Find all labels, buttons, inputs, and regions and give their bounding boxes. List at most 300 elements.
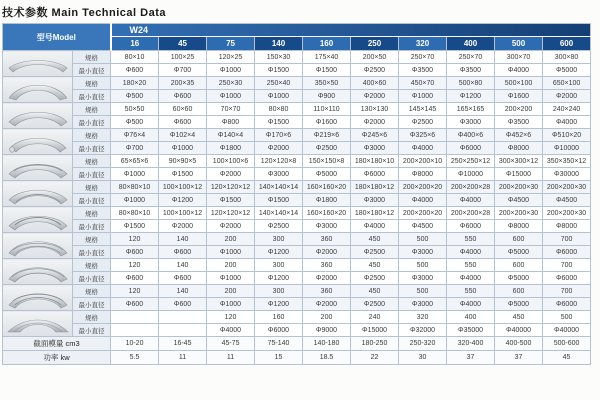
- min-diameter-cell: Φ4500: [543, 194, 591, 207]
- power-label: 功率 kw: [3, 351, 111, 365]
- spec-cell: 140×140×14: [255, 207, 303, 220]
- column-header-250: 250: [351, 37, 399, 51]
- spec-cell: 150×30: [255, 51, 303, 64]
- spec-cell: 100×25: [159, 51, 207, 64]
- min-diameter-cell: Φ1000: [207, 90, 255, 103]
- spec-cell: 100×100×12: [159, 207, 207, 220]
- min-diameter-row: [3, 194, 591, 207]
- profile-icon-cell: [3, 51, 73, 77]
- min-diameter-cell: Φ1000: [111, 194, 159, 207]
- min-diameter-cell: [159, 324, 207, 337]
- min-diameter-cell: Φ1500: [255, 116, 303, 129]
- min-diameter-cell: Φ4000: [351, 220, 399, 233]
- spec-cell: Φ140×4: [207, 129, 255, 142]
- min-diameter-cell: Φ4000: [447, 246, 495, 259]
- min-diameter-label: 最小直径: [73, 90, 111, 103]
- min-diameter-cell: Φ3000: [399, 272, 447, 285]
- spec-cell: 600: [495, 285, 543, 298]
- min-diameter-cell: Φ600: [159, 272, 207, 285]
- min-diameter-cell: Φ600: [159, 90, 207, 103]
- spec-cell: 300: [255, 233, 303, 246]
- min-diameter-cell: Φ500: [111, 116, 159, 129]
- spec-cell: 200×200: [495, 103, 543, 116]
- min-diameter-cell: Φ1000: [207, 298, 255, 311]
- profile-row: [3, 207, 591, 220]
- min-diameter-label: 最小直径: [73, 168, 111, 181]
- min-diameter-cell: Φ1000: [159, 142, 207, 155]
- spec-cell: 200×200×20: [399, 181, 447, 194]
- min-diameter-cell: Φ5000: [303, 168, 351, 181]
- section-modulus-label: 截面模量 cm3: [3, 337, 111, 351]
- min-diameter-cell: Φ10000: [447, 168, 495, 181]
- profile-icon-flat-bar-flat: [6, 53, 70, 75]
- spec-cell: 350×350×12: [543, 155, 591, 168]
- power-cell: 18.5: [303, 351, 351, 365]
- profile-icon-flat-bar-edge: [6, 79, 70, 101]
- spec-cell: 450: [351, 285, 399, 298]
- min-diameter-cell: Φ1000: [255, 90, 303, 103]
- column-header-75: 75: [207, 37, 255, 51]
- spec-cell: 100×100×6: [207, 155, 255, 168]
- spec-cell: 200×35: [159, 77, 207, 90]
- profile-row: [3, 311, 591, 324]
- min-diameter-label: 最小直径: [73, 142, 111, 155]
- min-diameter-cell: Φ3500: [399, 64, 447, 77]
- spec-cell: 160×160×20: [303, 181, 351, 194]
- min-diameter-cell: Φ1500: [207, 194, 255, 207]
- spec-label: 规格: [73, 129, 111, 142]
- spec-cell: 70×70: [207, 103, 255, 116]
- spec-cell: 500×80: [447, 77, 495, 90]
- spec-cell: 50×50: [111, 103, 159, 116]
- spec-cell: 160: [255, 311, 303, 324]
- spec-cell: 200×200×30: [543, 181, 591, 194]
- min-diameter-cell: Φ15000: [495, 168, 543, 181]
- section-modulus-cell: 45-75: [207, 337, 255, 351]
- spec-cell: 120: [111, 285, 159, 298]
- min-diameter-row: [3, 90, 591, 103]
- column-header-400: 400: [447, 37, 495, 51]
- min-diameter-cell: Φ1000: [399, 90, 447, 103]
- spec-cell: 500: [399, 233, 447, 246]
- spec-cell: 450: [351, 259, 399, 272]
- min-diameter-cell: Φ32000: [399, 324, 447, 337]
- min-diameter-cell: Φ600: [111, 64, 159, 77]
- technical-data-table: [2, 23, 591, 365]
- profile-icon-cell: [3, 103, 73, 129]
- section-modulus-cell: 75-140: [255, 337, 303, 351]
- min-diameter-cell: Φ2500: [255, 220, 303, 233]
- profile-icon-i-beam: [6, 287, 70, 309]
- min-diameter-cell: Φ3000: [351, 142, 399, 155]
- spec-cell: 500: [399, 285, 447, 298]
- spec-cell: 145×145: [399, 103, 447, 116]
- min-diameter-cell: Φ2000: [543, 90, 591, 103]
- min-diameter-cell: Φ1000: [207, 246, 255, 259]
- spec-label: 规格: [73, 155, 111, 168]
- spec-cell: 140: [159, 259, 207, 272]
- spec-cell: 320: [399, 311, 447, 324]
- profile-icon-cell: [3, 155, 73, 181]
- spec-cell: Φ76×4: [111, 129, 159, 142]
- profile-icon-channel-legs-out: [6, 261, 70, 283]
- min-diameter-cell: [111, 324, 159, 337]
- min-diameter-cell: Φ1600: [495, 90, 543, 103]
- spec-cell: 200: [207, 233, 255, 246]
- min-diameter-row: [3, 298, 591, 311]
- profile-row: [3, 51, 591, 64]
- spec-cell: 200×200×20: [399, 207, 447, 220]
- min-diameter-cell: Φ2500: [351, 246, 399, 259]
- min-diameter-row: [3, 116, 591, 129]
- min-diameter-cell: Φ4000: [399, 194, 447, 207]
- spec-cell: 250×40: [255, 77, 303, 90]
- min-diameter-cell: Φ2500: [303, 142, 351, 155]
- min-diameter-cell: Φ700: [111, 142, 159, 155]
- profile-icon-beam-flat: [6, 313, 70, 335]
- profile-icon-channel-legs-in: [6, 235, 70, 257]
- column-header-320: 320: [399, 37, 447, 51]
- spec-cell: 165×165: [447, 103, 495, 116]
- model-header: 型号Model: [3, 24, 111, 51]
- column-header-45: 45: [159, 37, 207, 51]
- section-modulus-cell: 16-45: [159, 337, 207, 351]
- profile-icon-cell: [3, 129, 73, 155]
- min-diameter-cell: Φ2000: [303, 272, 351, 285]
- min-diameter-cell: Φ2500: [351, 298, 399, 311]
- spec-cell: [111, 311, 159, 324]
- spec-cell: 300: [255, 259, 303, 272]
- column-header-140: 140: [255, 37, 303, 51]
- profile-row: [3, 103, 591, 116]
- section-modulus-cell: 400-500: [495, 337, 543, 351]
- min-diameter-cell: Φ1200: [447, 90, 495, 103]
- page-title: 技术参数 Main Technical Data: [2, 7, 166, 19]
- min-diameter-cell: Φ2000: [303, 298, 351, 311]
- spec-cell: 120×25: [207, 51, 255, 64]
- section-modulus-row: [3, 337, 591, 351]
- profile-icon-tee-bar: [6, 209, 70, 231]
- min-diameter-label: 最小直径: [73, 272, 111, 285]
- spec-cell: 200×200×28: [447, 207, 495, 220]
- spec-cell: 200×200×30: [543, 207, 591, 220]
- min-diameter-cell: Φ6000: [447, 142, 495, 155]
- min-diameter-cell: Φ1500: [255, 194, 303, 207]
- profile-row: [3, 181, 591, 194]
- spec-cell: Φ325×6: [399, 129, 447, 142]
- column-header-16: 16: [111, 37, 159, 51]
- spec-cell: 140×140×14: [255, 181, 303, 194]
- min-diameter-cell: Φ900: [303, 90, 351, 103]
- min-diameter-label: 最小直径: [73, 116, 111, 129]
- section-modulus-cell: 180-250: [351, 337, 399, 351]
- spec-cell: Φ245×6: [351, 129, 399, 142]
- spec-cell: 120×120×8: [255, 155, 303, 168]
- min-diameter-cell: Φ4500: [495, 194, 543, 207]
- min-diameter-cell: Φ3000: [255, 168, 303, 181]
- spec-cell: 600: [495, 259, 543, 272]
- min-diameter-cell: Φ4000: [543, 116, 591, 129]
- min-diameter-cell: Φ1200: [159, 194, 207, 207]
- min-diameter-cell: Φ5000: [495, 272, 543, 285]
- min-diameter-cell: Φ4000: [447, 272, 495, 285]
- min-diameter-cell: Φ3000: [399, 246, 447, 259]
- profile-icon-cell: [3, 207, 73, 233]
- spec-cell: 200×50: [351, 51, 399, 64]
- min-diameter-label: 最小直径: [73, 298, 111, 311]
- min-diameter-cell: Φ2000: [303, 246, 351, 259]
- spec-label: 规格: [73, 103, 111, 116]
- spec-cell: 120×120×12: [207, 207, 255, 220]
- min-diameter-cell: Φ4000: [447, 298, 495, 311]
- spec-cell: 650×100: [543, 77, 591, 90]
- min-diameter-cell: Φ8000: [495, 142, 543, 155]
- spec-cell: 700: [543, 259, 591, 272]
- spec-label: 规格: [73, 233, 111, 246]
- profile-row: [3, 77, 591, 90]
- spec-cell: Φ219×6: [303, 129, 351, 142]
- min-diameter-row: [3, 64, 591, 77]
- spec-cell: 200×200×28: [447, 181, 495, 194]
- spec-cell: 150×150×8: [303, 155, 351, 168]
- spec-cell: 550: [447, 285, 495, 298]
- profile-row: [3, 259, 591, 272]
- min-diameter-cell: Φ500: [111, 90, 159, 103]
- spec-cell: 400: [447, 311, 495, 324]
- spec-cell: 65×65×6: [111, 155, 159, 168]
- min-diameter-cell: Φ4000: [495, 64, 543, 77]
- min-diameter-row: [3, 168, 591, 181]
- spec-label: 规格: [73, 311, 111, 324]
- min-diameter-cell: Φ3500: [447, 64, 495, 77]
- spec-cell: 120: [207, 311, 255, 324]
- min-diameter-label: 最小直径: [73, 324, 111, 337]
- min-diameter-cell: Φ8000: [399, 168, 447, 181]
- spec-cell: [159, 311, 207, 324]
- spec-cell: 80×10: [111, 51, 159, 64]
- power-cell: 45: [543, 351, 591, 365]
- spec-cell: 60×60: [159, 103, 207, 116]
- power-row: [3, 351, 591, 365]
- spec-cell: 120: [111, 233, 159, 246]
- spec-cell: 500×100: [495, 77, 543, 90]
- spec-cell: 100×100×12: [159, 181, 207, 194]
- column-header-160: 160: [303, 37, 351, 51]
- min-diameter-cell: Φ6000: [255, 324, 303, 337]
- profile-icon-square-bar: [6, 105, 70, 127]
- min-diameter-cell: Φ6000: [543, 272, 591, 285]
- spec-cell: 250×250×12: [447, 155, 495, 168]
- power-cell: 11: [159, 351, 207, 365]
- spec-cell: 200: [303, 311, 351, 324]
- min-diameter-cell: Φ600: [111, 272, 159, 285]
- min-diameter-cell: Φ1500: [159, 168, 207, 181]
- min-diameter-label: 最小直径: [73, 194, 111, 207]
- spec-cell: 250×70: [399, 51, 447, 64]
- min-diameter-row: [3, 220, 591, 233]
- section-modulus-cell: 250-320: [399, 337, 447, 351]
- spec-cell: 400×60: [351, 77, 399, 90]
- power-cell: 15: [255, 351, 303, 365]
- min-diameter-cell: Φ600: [111, 298, 159, 311]
- min-diameter-cell: Φ1600: [303, 116, 351, 129]
- min-diameter-cell: Φ4000: [207, 324, 255, 337]
- min-diameter-cell: Φ2500: [351, 64, 399, 77]
- min-diameter-cell: Φ2000: [207, 168, 255, 181]
- spec-cell: 180×20: [111, 77, 159, 90]
- spec-cell: 80×80: [255, 103, 303, 116]
- spec-cell: 240×240: [543, 103, 591, 116]
- power-cell: 30: [399, 351, 447, 365]
- profile-icon-round-tube: [6, 131, 70, 153]
- min-diameter-cell: Φ1500: [303, 64, 351, 77]
- spec-cell: 500: [399, 259, 447, 272]
- spec-label: 规格: [73, 285, 111, 298]
- min-diameter-cell: Φ30000: [543, 168, 591, 181]
- power-cell: 11: [207, 351, 255, 365]
- spec-cell: 360: [303, 233, 351, 246]
- min-diameter-cell: Φ2500: [399, 116, 447, 129]
- spec-cell: 600: [495, 233, 543, 246]
- spec-cell: 200: [207, 259, 255, 272]
- min-diameter-cell: Φ1200: [255, 298, 303, 311]
- profile-icon-cell: [3, 77, 73, 103]
- series-header: W24: [111, 24, 591, 37]
- spec-cell: 500: [543, 311, 591, 324]
- min-diameter-cell: Φ5000: [543, 64, 591, 77]
- min-diameter-cell: Φ1000: [111, 168, 159, 181]
- spec-cell: 200: [207, 285, 255, 298]
- profile-icon-cell: [3, 285, 73, 311]
- spec-cell: 80×80×10: [111, 181, 159, 194]
- min-diameter-cell: Φ10000: [543, 142, 591, 155]
- min-diameter-label: 最小直径: [73, 64, 111, 77]
- min-diameter-cell: Φ3500: [495, 116, 543, 129]
- profile-icon-cell: [3, 181, 73, 207]
- profile-icon-cell: [3, 259, 73, 285]
- min-diameter-cell: Φ1800: [303, 194, 351, 207]
- spec-cell: 300×70: [495, 51, 543, 64]
- spec-cell: Φ452×6: [495, 129, 543, 142]
- spec-label: 规格: [73, 259, 111, 272]
- section-modulus-cell: 10-20: [111, 337, 159, 351]
- min-diameter-cell: Φ1200: [255, 272, 303, 285]
- spec-cell: Φ400×6: [447, 129, 495, 142]
- min-diameter-row: [3, 246, 591, 259]
- column-header-500: 500: [495, 37, 543, 51]
- spec-cell: 450: [351, 233, 399, 246]
- profile-row: [3, 129, 591, 142]
- spec-cell: 360: [303, 285, 351, 298]
- profile-icon-cell: [3, 311, 73, 337]
- spec-cell: Φ102×4: [159, 129, 207, 142]
- spec-cell: 200×200×10: [399, 155, 447, 168]
- spec-cell: Φ170×6: [255, 129, 303, 142]
- min-diameter-cell: Φ2000: [351, 90, 399, 103]
- spec-cell: 300×80: [543, 51, 591, 64]
- min-diameter-cell: Φ5000: [495, 298, 543, 311]
- column-header-600: 600: [543, 37, 591, 51]
- min-diameter-cell: Φ1000: [207, 272, 255, 285]
- profile-row: [3, 285, 591, 298]
- spec-cell: 180×180×12: [351, 207, 399, 220]
- spec-cell: 140: [159, 233, 207, 246]
- min-diameter-label: 最小直径: [73, 220, 111, 233]
- min-diameter-cell: Φ9000: [303, 324, 351, 337]
- min-diameter-cell: Φ3000: [303, 220, 351, 233]
- spec-cell: 140: [159, 285, 207, 298]
- min-diameter-cell: Φ15000: [351, 324, 399, 337]
- spec-cell: 130×130: [351, 103, 399, 116]
- min-diameter-cell: Φ35000: [447, 324, 495, 337]
- spec-cell: 250×70: [447, 51, 495, 64]
- min-diameter-cell: Φ40000: [495, 324, 543, 337]
- spec-cell: 80×80×10: [111, 207, 159, 220]
- min-diameter-cell: Φ6000: [543, 298, 591, 311]
- min-diameter-cell: Φ5000: [495, 246, 543, 259]
- spec-label: 规格: [73, 77, 111, 90]
- spec-cell: 110×110: [303, 103, 351, 116]
- min-diameter-row: [3, 272, 591, 285]
- power-cell: 37: [447, 351, 495, 365]
- min-diameter-cell: Φ600: [159, 298, 207, 311]
- power-cell: 37: [495, 351, 543, 365]
- spec-cell: Φ510×20: [543, 129, 591, 142]
- spec-cell: 90×90×5: [159, 155, 207, 168]
- min-diameter-cell: Φ3000: [351, 194, 399, 207]
- min-diameter-cell: Φ40000: [543, 324, 591, 337]
- min-diameter-cell: Φ4000: [399, 142, 447, 155]
- spec-label: 规格: [73, 207, 111, 220]
- section-modulus-cell: 140-180: [303, 337, 351, 351]
- min-diameter-cell: Φ3000: [447, 116, 495, 129]
- spec-cell: 360: [303, 259, 351, 272]
- min-diameter-cell: Φ1500: [255, 64, 303, 77]
- min-diameter-cell: Φ8000: [543, 220, 591, 233]
- spec-cell: 240: [351, 311, 399, 324]
- min-diameter-cell: Φ6000: [543, 246, 591, 259]
- spec-cell: 550: [447, 259, 495, 272]
- min-diameter-cell: Φ600: [159, 116, 207, 129]
- section-modulus-cell: 500-600: [543, 337, 591, 351]
- spec-cell: 200×200×30: [495, 207, 543, 220]
- min-diameter-cell: Φ6000: [351, 168, 399, 181]
- profile-row: [3, 233, 591, 246]
- spec-cell: 350×50: [303, 77, 351, 90]
- power-cell: 5.5: [111, 351, 159, 365]
- min-diameter-cell: Φ2000: [351, 116, 399, 129]
- min-diameter-cell: Φ2000: [207, 220, 255, 233]
- profile-row: [3, 155, 591, 168]
- min-diameter-cell: Φ8000: [495, 220, 543, 233]
- profile-icon-angle-leg-out: [6, 183, 70, 205]
- spec-cell: 180×180×12: [351, 181, 399, 194]
- min-diameter-label: 最小直径: [73, 246, 111, 259]
- section-modulus-cell: 320-400: [447, 337, 495, 351]
- min-diameter-cell: Φ3000: [399, 298, 447, 311]
- spec-cell: 450: [495, 311, 543, 324]
- min-diameter-cell: Φ600: [111, 246, 159, 259]
- min-diameter-cell: Φ800: [207, 116, 255, 129]
- spec-cell: 120: [111, 259, 159, 272]
- spec-cell: 175×40: [303, 51, 351, 64]
- min-diameter-cell: Φ6000: [447, 220, 495, 233]
- min-diameter-cell: Φ4500: [399, 220, 447, 233]
- spec-cell: 450×70: [399, 77, 447, 90]
- spec-cell: 700: [543, 233, 591, 246]
- min-diameter-cell: Φ600: [159, 246, 207, 259]
- min-diameter-cell: Φ1000: [207, 64, 255, 77]
